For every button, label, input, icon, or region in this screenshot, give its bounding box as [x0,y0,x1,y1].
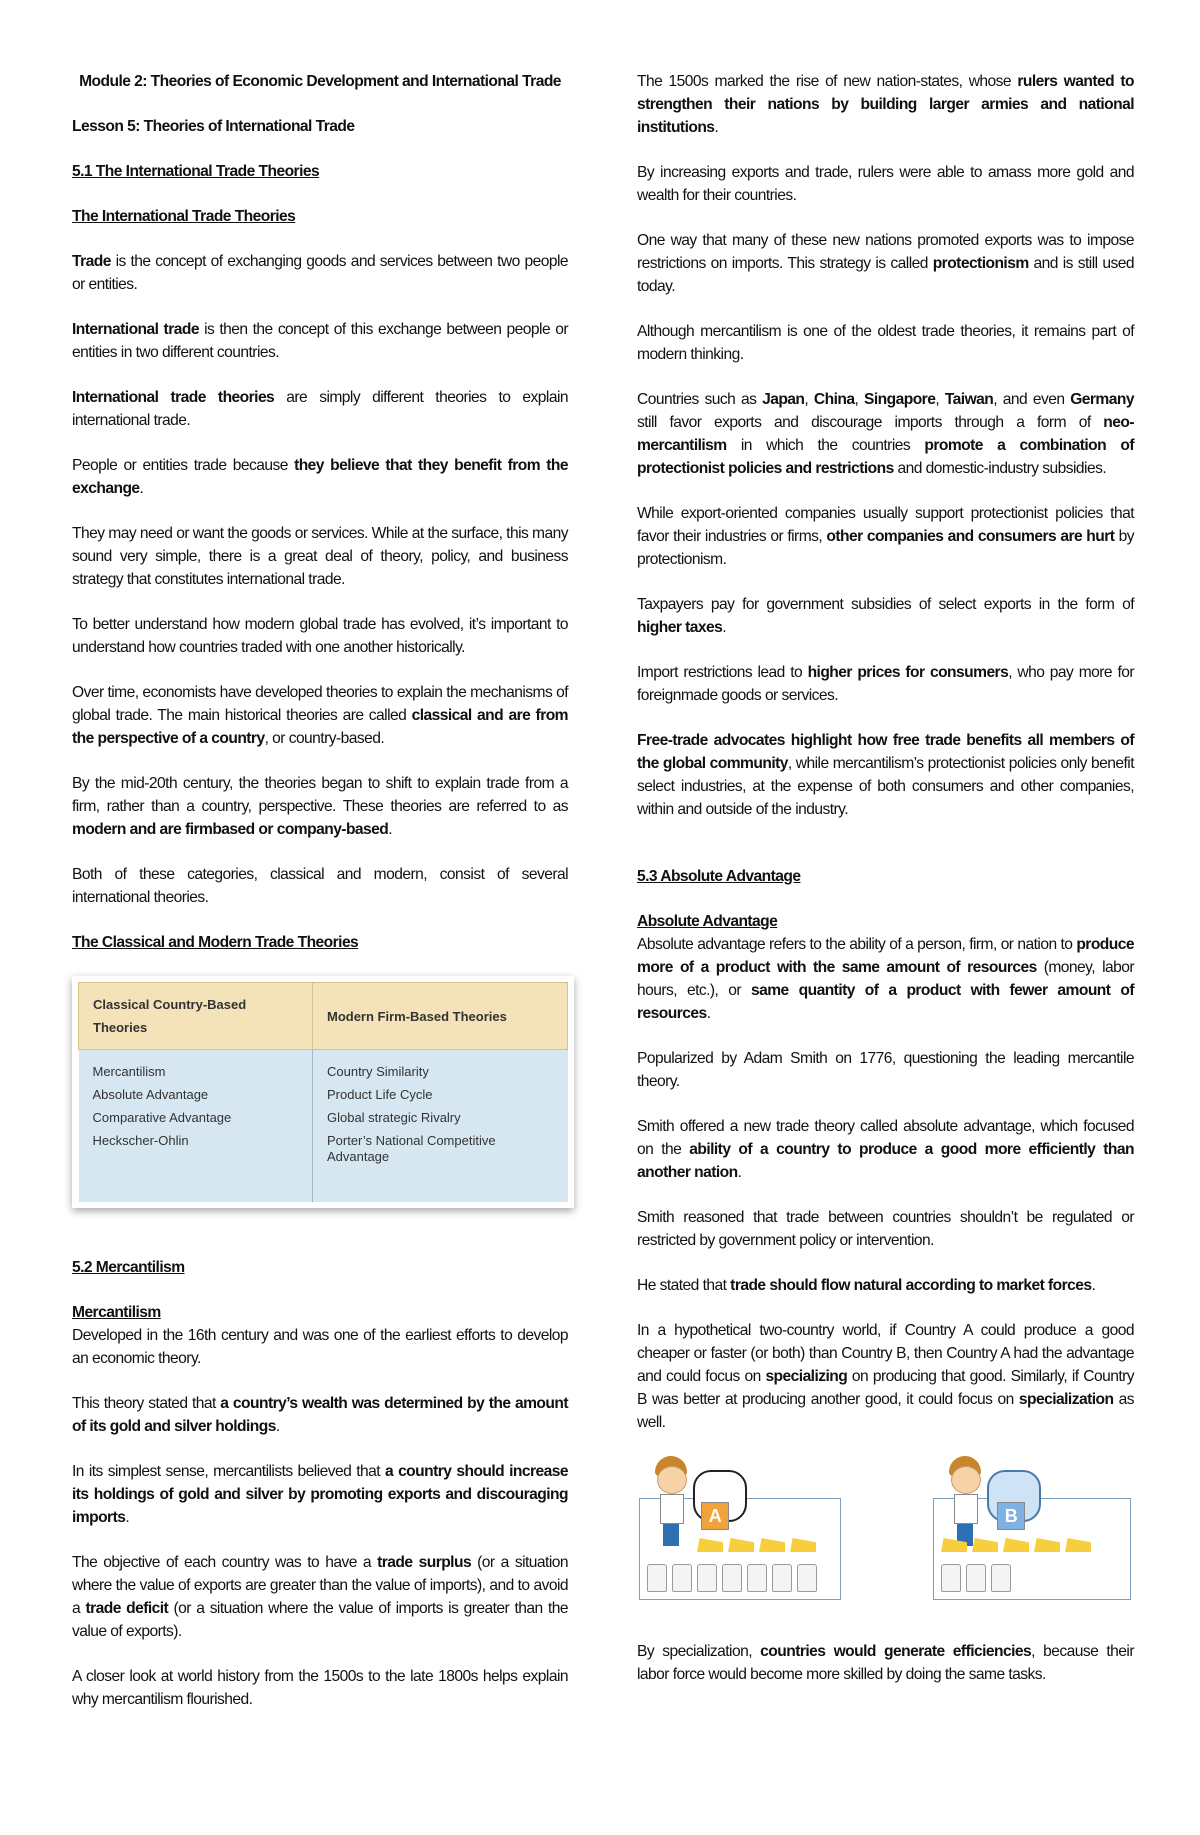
lesson-title: Lesson 5: Theories of International Trade [72,118,355,135]
table-cell: Absolute Advantage [92,1087,209,1102]
paragraph-developed: Developed in the 16th century and was one of the earliest efforts to develop an economic theory. [72,1327,568,1367]
milk-row-a [647,1564,817,1592]
cheese-icon [697,1538,723,1552]
modern-theories-list [312,1050,567,1203]
milk-bottle-icon [772,1564,792,1592]
paragraph-import-restrictions: Import restrictions lead to higher prices for consumers, who pay more for foreignmade goods or services. [637,664,1134,704]
paragraph-people-trade: People or entities trade because they believe that they benefit from the exchange. [72,457,569,497]
section-5-1-heading: 5.1 The International Trade Theories [72,163,320,180]
paragraph-absolute-advantage: Absolute advantage refers to the ability of a person, firm, or nation to produce more of a product with the same amount of resources (money, labor hours, etc.), or same quantity of a product with fewer amount of resources. [637,936,1134,1022]
milk-row-b [941,1564,1011,1592]
classical-modern-heading: The Classical and Modern Trade Theories [72,934,359,951]
cheese-icon [728,1538,754,1552]
cheese-icon [941,1538,967,1552]
paragraph-closer-look: A closer look at world history from the 1500s to the late 1800s helps explain why mercantilism flourished. [72,1668,568,1708]
table-header-modern: Modern Firm-Based Theories [312,983,567,1050]
paragraph-hypothetical: In a hypothetical two-country world, if Country A could produce a good cheaper or faster (or both) than Country B, then Country A had the advantage and could focus on specializing on producing that good. Similarly, if Country B was better at producing another good, it could focus on specialization as well. [637,1322,1134,1431]
cheese-row-b [941,1538,1091,1552]
paragraph-although: Although mercantilism is one of the oldest trade theories, it remains part of modern thinking. [637,323,1134,363]
paragraph-trade: Trade is the concept of exchanging goods and services between two people or entities. [72,253,568,293]
milk-bottle-icon [647,1564,667,1592]
table-header-classical: Classical Country-Based Theories [79,983,313,1050]
section-5-3-heading: 5.3 Absolute Advantage [637,868,801,885]
paragraph-specialization: By specialization, countries would generate efficiencies, because their labor force would become more skilled by doing the same tasks. [637,1643,1134,1683]
paragraph-countries-such-as: Countries such as Japan, China, Singapore, Taiwan, and even Germany still favor exports and discourage imports through a form of neo-mercantilism in which the countries promote a combination of protectionist policies and restrictions and domestic-industry subsidies. [637,391,1134,477]
section-5-2-heading: 5.2 Mercantilism [72,1259,185,1276]
paragraph-theory-stated: This theory stated that a country’s wealth was determined by the amount of its gold and silver holdings. [72,1395,568,1435]
paragraph-free-trade: Free-trade advocates highlight how free trade benefits all members of the global community, while mercantilism’s protectionist policies only benefit select industries, at the expense of both consumers and other companies, within and outside of the industry. [637,732,1134,818]
section-5-1-subheading: The International Trade Theories [72,208,296,225]
milk-bottle-icon [797,1564,817,1592]
paragraph-international-trade: International trade is then the concept of this exchange between people or entities in two different countries. [72,321,568,361]
cheese-row-a [697,1538,816,1552]
paragraph-taxpayers: Taxpayers pay for government subsidies of select exports in the form of higher taxes. [637,596,1134,636]
table-cell: Comparative Advantage [92,1110,232,1125]
milk-bottle-icon [991,1564,1011,1592]
cheese-icon [1065,1538,1091,1552]
table-cell: Porter’s National Competitive Advantage [326,1133,496,1164]
paragraph-market-forces: He stated that trade should flow natural according to market forces. [637,1277,1096,1294]
paragraph-smith-reasoned: Smith reasoned that trade between countries shouldn’t be regulated or restricted by government policy or intervention. [637,1209,1134,1249]
farmer-a-icon [655,1456,687,1546]
table-cell: Heckscher-Ohlin [92,1133,189,1148]
milk-bottle-icon [722,1564,742,1592]
section-5-2-subheading: Mercantilism [72,1304,161,1321]
paragraph-export-oriented: While export-oriented companies usually support protectionist policies that favor their industries or firms, other companies and consumers are hurt by protectionism. [637,505,1135,568]
module-title: Module 2: Theories of Economic Development and International Trade [79,73,561,90]
milk-bottle-icon [672,1564,692,1592]
farmer-b-icon [949,1456,981,1546]
table-cell: Mercantilism [92,1064,166,1079]
paragraph-mid-20th: By the mid-20th century, the theories began to shift to explain trade from a firm, rather than a country, perspective. These theories are referred to as modern and are firmbased or company-based. [72,775,568,838]
table-cell: Global strategic Rivalry [326,1110,461,1125]
paragraph-both-categories: Both of these categories, classical and modern, consist of several international theories. [72,866,568,906]
paragraph-protectionism: One way that many of these new nations promoted exports was to impose restrictions on imports. This strategy is called protectionism and is still used today. [637,232,1134,295]
paragraph-better-understand: To better understand how modern global trade has evolved, it’s important to understand how countries traded with one another historically. [72,616,568,656]
country-b-label: B [997,1502,1025,1530]
cheese-icon [759,1538,785,1552]
cheese-icon [1003,1538,1029,1552]
paragraph-over-time: Over time, economists have developed theories to explain the mechanisms of global trade. The main historical theories are called classical and are from the perspective of a country, or country-based. [72,684,569,747]
cheese-icon [790,1538,816,1552]
paragraph-need-want: They may need or want the goods or services. While at the surface, this many sound very simple, there is a great deal of theory, policy, and business strategy that constitutes international trade. [72,525,568,588]
specialization-illustration [637,1456,1134,1606]
trade-theories-table [72,976,574,1208]
milk-bottle-icon [747,1564,767,1592]
milk-bottle-icon [697,1564,717,1592]
cheese-icon [1034,1538,1060,1552]
paragraph-increasing-exports: By increasing exports and trade, rulers were able to amass more gold and wealth for their countries. [637,164,1134,204]
table-cell: Country Similarity [326,1064,429,1079]
paragraph-1500s: The 1500s marked the rise of new nation-states, whose rulers wanted to strengthen their nations by building larger armies and national institutions. [637,73,1135,136]
milk-bottle-icon [966,1564,986,1592]
left-column [72,70,568,1733]
table-cell: Product Life Cycle [326,1087,433,1102]
milk-bottle-icon [941,1564,961,1592]
right-column [637,70,1134,1708]
paragraph-trade-theories: International trade theories are simply different theories to explain international trade. [72,389,568,429]
section-5-3-subheading: Absolute Advantage [637,913,778,930]
paragraph-simplest-sense: In its simplest sense, mercantilists believed that a country should increase its holdings of gold and silver by promoting exports and discouraging imports. [72,1463,569,1526]
paragraph-smith-offered: Smith offered a new trade theory called absolute advantage, which focused on the ability of a country to produce a good more efficiently than another nation. [637,1118,1134,1181]
country-a-label: A [701,1502,729,1530]
paragraph-popularized: Popularized by Adam Smith on 1776, questioning the leading mercantile theory. [637,1050,1134,1090]
cheese-icon [972,1538,998,1552]
classical-theories-list [79,1050,313,1203]
paragraph-objective: The objective of each country was to have a trade surplus (or a situation where the value of exports are greater than the value of imports), and to avoid a trade deficit (or a situation where the value of imports is greater than the value of exports). [72,1554,568,1640]
